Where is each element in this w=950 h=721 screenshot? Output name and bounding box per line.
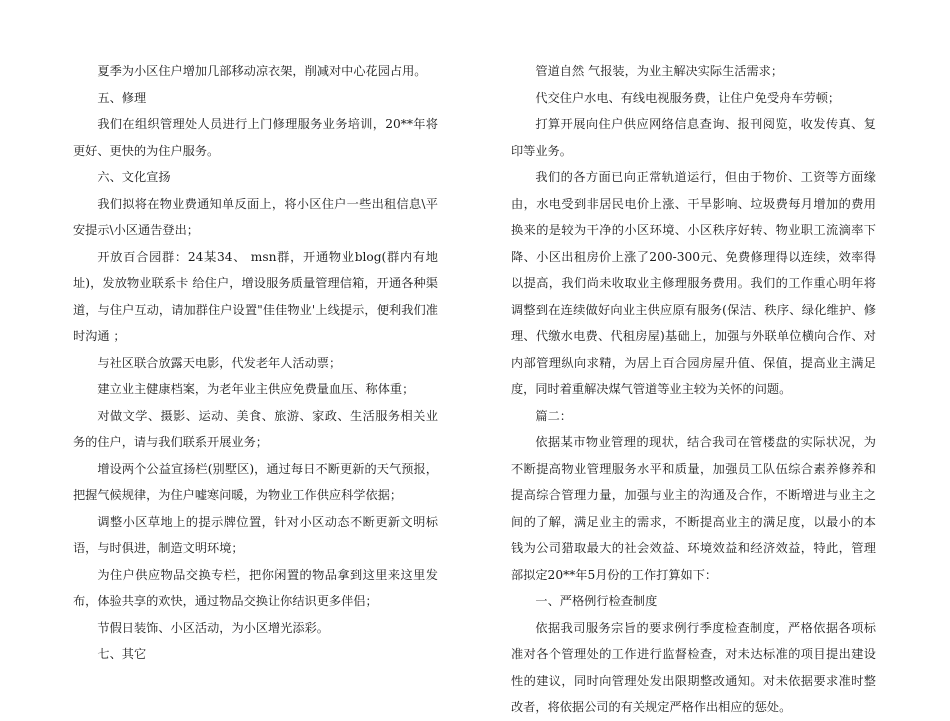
left-column xyxy=(73,58,438,668)
paragraph: 依据某市物业管理的现状，结合我司在管楼盘的实际状况，为不断提高物业管理服务水平和质量，加强员工队伍综合素养修养和提高综合管理力量，加强与业主的沟通及合作，不断增进与业主之间的了解，满足业主的需求，不断提高业主的满足度，以最小的本钱为公司猎取最大的社会效益、环境效益和经济效益，特此，管理部拟定20**年5月份的工作打算如下： xyxy=(511,435,876,582)
section-heading: 六、文化宣扬 xyxy=(97,170,171,184)
paragraph: 与社区联合放露天电影，代发老年人活动票； xyxy=(97,355,342,370)
paragraph: 对做文学、摄影、运动、美食、旅游、家政、生活服务相关业务的住户，请与我们联系开展业务； xyxy=(73,408,438,449)
section-heading: 五、修理 xyxy=(97,90,147,105)
paragraph: 打算开展向住户供应网络信息查询、报刊阅览，收发传真、复印等业务。 xyxy=(511,117,876,158)
paragraph: 我们的各方面已向正常轨道运行，但由于物价、工资等方面缘由，水电受到非居民电价上涨、干旱影响、垃圾费每月增加的费用换来的是较为干净的小区环境、小区秩序好转、物业职工流滴率下降、小区出租房价上涨了200-300元、免费修理得以连续，效率得以提高，我们尚未收取业主修理服务费用。我们的工作重心明年将调整到在连续做好向业主供应原有服务(保洁、秩序、绿化维护、修理、代缴水电费、代租房屋)基础上，加强与外联单位横向合作、对内部管理纵向求精，为居上百合园房屋升值、保值，提高业主满足度，同时着重解决煤气管道等业主较为关怀的问题。 xyxy=(511,170,876,396)
paragraph: 开放百合园群：24某34、 msn群，开通物业blog(群内有地址)，发放物业联系卡 给住户，增设服务质量管理信箱，开通各种渠道，与住户互动，请加群住户设置"佳佳物业'上线提示，便利我们准时沟通 ； xyxy=(73,249,438,343)
paragraph: 节假日装饰、小区活动，为小区增光添彩。 xyxy=(97,620,329,635)
section-heading: 七、其它 xyxy=(97,647,147,661)
paragraph: 增设两个公益宣扬栏(别墅区)，通过每日不断更新的天气预报，把握气候规律，为住户嘘寒问暖，为物业工作供应科学依据； xyxy=(73,461,438,502)
right-column xyxy=(511,58,876,721)
paragraph: 代交住户水电、有线电视服务费，让住户免受舟车劳顿； xyxy=(535,90,841,105)
paragraph: 建立业主健康档案，为老年业主供应免费量血压、称体重； xyxy=(97,382,415,396)
paragraph: 依据我司服务宗旨的要求例行季度检查制度，严格依据各项标准对各个管理处的工作进行监督检查，对未达标准的项目提出建设性的建议，同时向管理处发出限期整改通知。对未依据要求准时整改者，将依据公司的有关规定严格作出相应的惩处。 xyxy=(511,620,876,714)
section-heading: 一、严格例行检查制度 xyxy=(535,594,658,608)
paragraph: 我们拟将在物业费通知单反面上，将小区住户一些出租信息\平安提示\小区通告登出； xyxy=(73,196,438,237)
paragraph: 管道自然 气报装，为业主解决实际生活需求； xyxy=(535,64,784,78)
paragraph: 夏季为小区住户增加几部移动凉衣架，削减对中心花园占用。 xyxy=(97,64,427,78)
paragraph: 为住户供应物品交换专栏，把你闲置的物品拿到这里来这里发布，体验共享的欢快，通过物品交换让你结识更多伴侣； xyxy=(73,567,438,608)
section-heading: 篇二： xyxy=(535,408,572,423)
paragraph: 我们在组织管理处人员进行上门修理服务业务培训，20**年将更好、更快的为住户服务。 xyxy=(73,117,438,158)
paragraph: 调整小区草地上的提示牌位置，针对小区动态不断更新文明标语，与时俱进，制造文明环境； xyxy=(73,514,438,555)
